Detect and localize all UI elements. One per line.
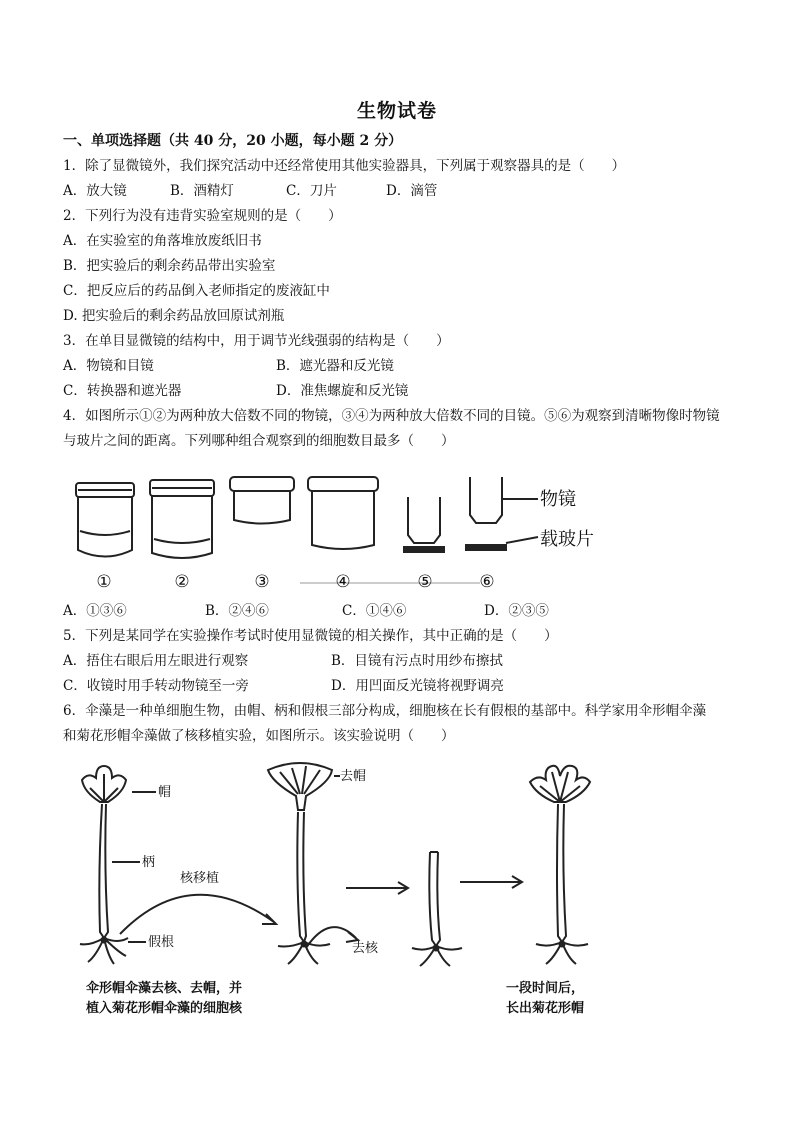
option-c: C．①④⑥: [342, 603, 407, 619]
option-d: D．用凹面反光镜将视野调亮: [331, 678, 504, 694]
figure-label-1: ①: [96, 572, 112, 592]
figure-label-4: ④: [335, 572, 351, 592]
question-5-stem: 5．下列是某同学在实验操作考试时使用显微镜的相关操作，其中正确的是（ ）: [63, 628, 558, 644]
eyepiece-4: [308, 477, 378, 549]
question-2-option-d: D. 把实验后的剩余药品放回原试剂瓶: [63, 308, 285, 324]
section-heading: 一、单项选择题（共 40 分，20 小题，每小题 2 分）: [63, 133, 403, 149]
eyepiece-3: [230, 477, 294, 524]
caption-left-line1: 伞形帽伞藻去核、去帽，并: [86, 981, 243, 996]
question-1-stem: 1．除了显微镜外，我们探究活动中还经常使用其他实验器具，下列属于观察器具的是（ ）: [63, 158, 626, 174]
option-b: B．遮光器和反光镜: [276, 358, 394, 374]
acetabularia-figure: [0, 752, 794, 1032]
question-6-stem-line1: 6．伞藻是一种单细胞生物，由帽、柄和假根三部分构成，细胞核在长有假根的基部中。科学家用伞形帽伞藻: [63, 703, 707, 719]
caption-right-line2: 长出菊花形帽: [506, 1001, 585, 1016]
option-c: C．转换器和遮光器: [63, 383, 182, 399]
option-c: C．收镜时用手转动物镜至一旁: [63, 678, 249, 694]
microscope-lens-figure: [0, 465, 794, 595]
question-2-option-c: C．把反应后的药品倒入老师指定的废液缸中: [63, 283, 330, 299]
page-title: 生物试卷: [356, 100, 437, 122]
objective-lens-2: [150, 480, 214, 558]
option-d: D．滴管: [386, 183, 438, 199]
caption-right-line1: 一段时间后，: [506, 981, 585, 996]
option-b: B．目镜有污点时用纱布擦拭: [331, 653, 503, 669]
question-4-stem-line2: 与玻片之间的距离。下列哪种组合观察到的细胞数目最多（ ）: [63, 433, 455, 449]
label-rhizoid: 假根: [148, 935, 175, 950]
option-d: D．②③⑤: [484, 603, 549, 619]
objective-lens-1: [76, 483, 134, 557]
figure-label-6: ⑥: [479, 572, 495, 592]
label-cap: 帽: [158, 785, 172, 800]
acetabularia-chrysanthemum-cap: [530, 766, 590, 964]
option-a: A．物镜和目镜: [63, 358, 154, 374]
label-objective: 物镜: [540, 489, 576, 510]
label-remove-nucleus: 去核: [352, 941, 379, 956]
question-2-option-b: B．把实验后的剩余药品带出实验室: [63, 258, 276, 274]
question-2-stem: 2．下列行为没有违背实验室规则的是（ ）: [63, 208, 342, 224]
label-nucleus-transplant: 核移植: [180, 871, 220, 886]
objective-distance-6: [466, 477, 538, 550]
label-remove-cap: 去帽: [340, 769, 367, 784]
option-a: A．放大镜: [63, 183, 127, 199]
figure-label-5: ⑤: [417, 572, 433, 592]
option-b: B．酒精灯: [170, 183, 234, 199]
figure-label-3: ③: [254, 572, 270, 592]
label-slide: 载玻片: [540, 529, 594, 550]
question-3-stem: 3．在单目显微镜的结构中，用于调节光线强弱的结构是（ ）: [63, 333, 450, 349]
option-c: C．刀片: [286, 183, 337, 199]
option-b: B．②④⑥: [205, 603, 269, 619]
option-a: A．捂住右眼后用左眼进行观察: [63, 653, 249, 669]
acetabularia-stalk-only: [412, 852, 462, 966]
question-4-stem-line1: 4．如图所示①②为两种放大倍数不同的物镜，③④为两种放大倍数不同的目镜。⑤⑥为观察到清晰物像时物镜: [63, 408, 720, 424]
label-stalk: 柄: [142, 855, 156, 870]
question-6-stem-line2: 和菊花形帽伞藻做了核移植实验，如图所示。该实验说明（ ）: [63, 728, 455, 744]
objective-distance-5: [404, 497, 444, 552]
caption-left-line2: 植入菊花形帽伞藻的细胞核: [86, 1001, 243, 1016]
option-a: A．①③⑥: [63, 603, 127, 619]
figure-label-2: ②: [174, 572, 190, 592]
acetabularia-cap-removed: [268, 763, 332, 964]
question-2-option-a: A．在实验室的角落堆放废纸旧书: [63, 233, 262, 249]
option-d: D．准焦螺旋和反光镜: [276, 383, 409, 399]
